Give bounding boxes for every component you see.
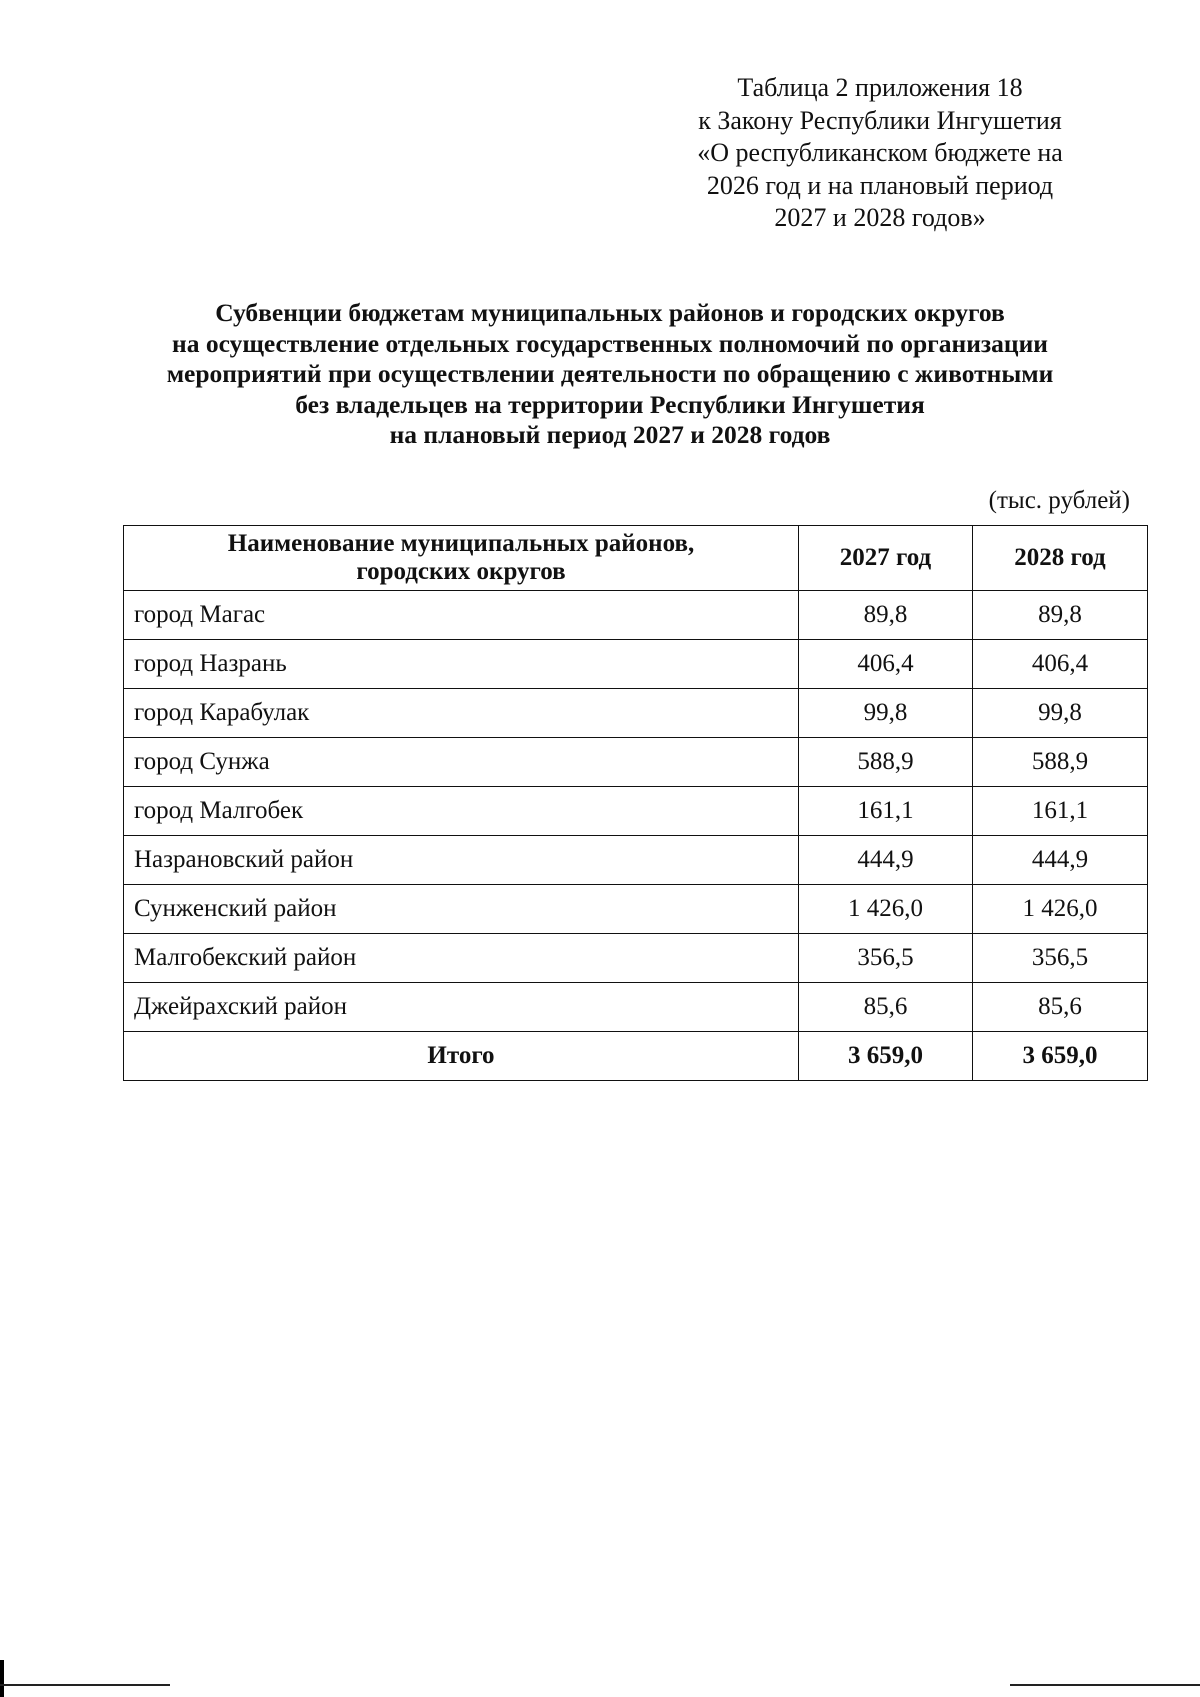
row-name: Сунженский район <box>124 885 799 934</box>
annex-heading-line: 2026 год и на плановый период <box>706 170 1054 200</box>
row-2027-value: 406,4 <box>799 640 973 689</box>
document-title-line: без владельцев на территории Республики Ингушетия <box>295 389 925 419</box>
table-row <box>124 885 1148 934</box>
header-name-column <box>124 526 799 591</box>
total-label: Итого <box>124 1032 799 1081</box>
document-title-line: на осуществление отдельных государственных полномочий по организации <box>172 328 1048 358</box>
document-title <box>60 298 1160 451</box>
annex-heading <box>640 72 1120 235</box>
row-name: город Назрань <box>124 640 799 689</box>
table-row <box>124 689 1148 738</box>
header-2028-column: 2028 год <box>973 526 1148 591</box>
annex-heading-line: 2027 и 2028 годов» <box>774 203 986 232</box>
document-title-line: Субвенции бюджетам муниципальных районов и городских округов <box>215 298 1005 327</box>
table-row <box>124 983 1148 1032</box>
row-name: Назрановский район <box>124 836 799 885</box>
row-name: Малгобекский район <box>124 934 799 983</box>
total-2027-value: 3 659,0 <box>799 1032 973 1081</box>
row-2027-value: 99,8 <box>799 689 973 738</box>
units-label: (тыс. рублей) <box>988 487 1130 514</box>
row-2027-value: 161,1 <box>799 787 973 836</box>
row-2028-value: 99,8 <box>973 689 1148 738</box>
table-row <box>124 738 1148 787</box>
row-2027-value: 444,9 <box>799 836 973 885</box>
annex-heading-line: к Закону Республики Ингушетия <box>698 105 1062 135</box>
row-2027-value: 89,8 <box>799 591 973 640</box>
scan-line-left <box>0 1684 170 1686</box>
table-row <box>124 640 1148 689</box>
row-2027-value: 1 426,0 <box>799 885 973 934</box>
scan-edge-mark <box>0 1660 4 1697</box>
header-name-line2: городских округов <box>356 558 566 585</box>
row-name: город Карабулак <box>124 689 799 738</box>
row-name: город Сунжа <box>124 738 799 787</box>
annex-heading-line: Таблица 2 приложения 18 <box>737 73 1023 102</box>
row-name: Джейрахский район <box>124 983 799 1032</box>
table-total-row <box>124 1032 1148 1081</box>
annex-heading-line: «О республиканском бюджете на <box>697 138 1063 167</box>
subvention-table <box>123 525 1148 1081</box>
table-header-row <box>124 526 1148 591</box>
row-2027-value: 588,9 <box>799 738 973 787</box>
scan-line-right <box>1010 1684 1200 1686</box>
document-title-line: мероприятий при осуществлении деятельности по обращению с животными <box>166 359 1054 388</box>
row-name: город Малгобек <box>124 787 799 836</box>
row-2027-value: 85,6 <box>799 983 973 1032</box>
table-row <box>124 836 1148 885</box>
table-row <box>124 934 1148 983</box>
row-2028-value: 89,8 <box>973 591 1148 640</box>
row-2028-value: 588,9 <box>973 738 1148 787</box>
row-2028-value: 85,6 <box>973 983 1148 1032</box>
row-2028-value: 444,9 <box>973 836 1148 885</box>
table-row <box>124 591 1148 640</box>
row-name: город Магас <box>124 591 799 640</box>
row-2028-value: 1 426,0 <box>973 885 1148 934</box>
table-row <box>124 787 1148 836</box>
row-2028-value: 161,1 <box>973 787 1148 836</box>
row-2028-value: 406,4 <box>973 640 1148 689</box>
header-2027-column: 2027 год <box>799 526 973 591</box>
total-2028-value: 3 659,0 <box>973 1032 1148 1081</box>
header-name-line1: Наименование муниципальных районов, <box>227 530 695 557</box>
row-2028-value: 356,5 <box>973 934 1148 983</box>
row-2027-value: 356,5 <box>799 934 973 983</box>
document-title-line: на плановый период 2027 и 2028 годов <box>389 420 831 449</box>
